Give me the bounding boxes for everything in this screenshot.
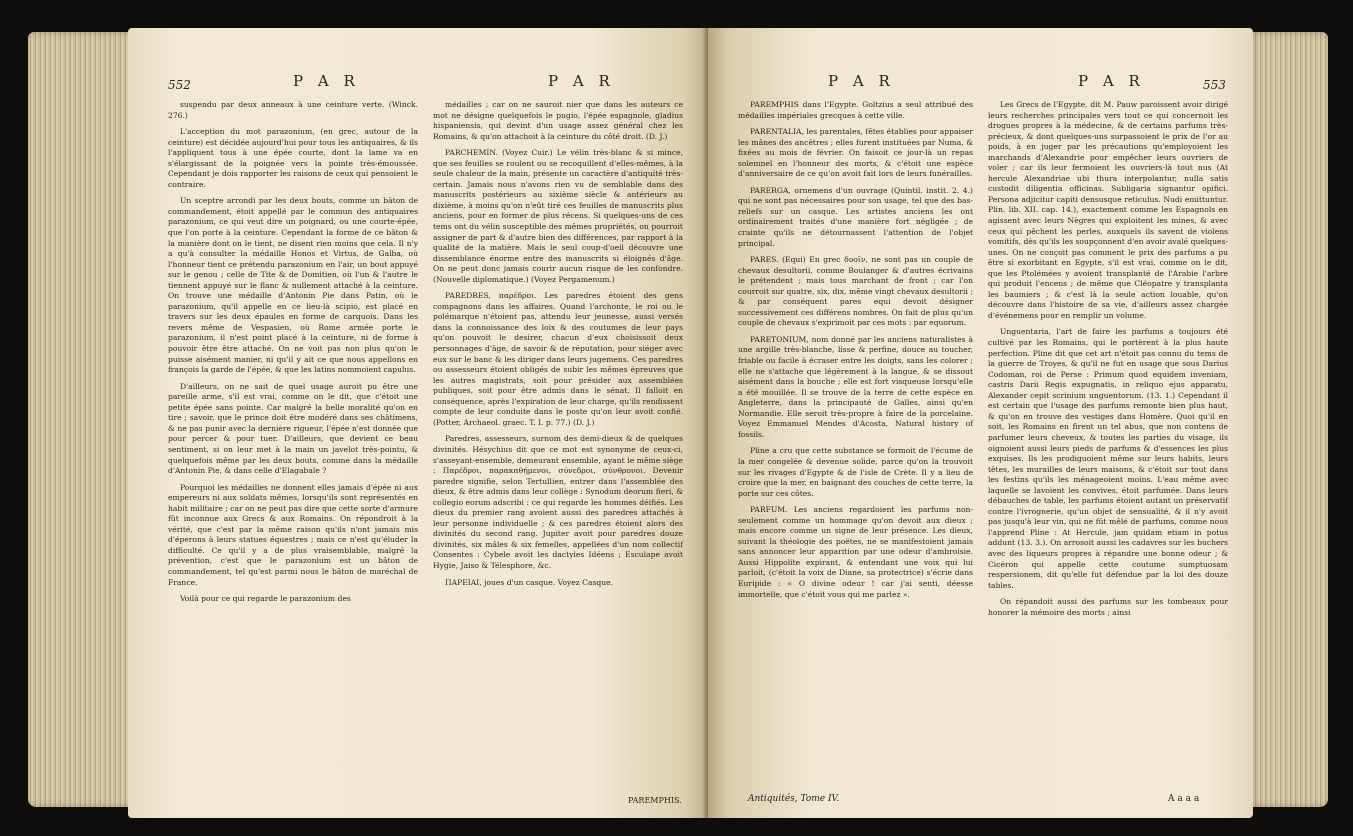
right-page [708, 28, 1253, 818]
paragraph: Pourquoi les médailles ne donnent elles jamais d'épée ni aux empereurs ni aux soldats mêmes, lorsqu'ils sont représentés en habit militaire ; car on ne peut pas dire que cette sorte d'armure fût inconnue aux Grecs & aux Romains. On répondroit à la vérité, que c'est par la même raison qu'ils n'ont jamais mis d'éperons à leurs statues équestres ; mais ce n'est qu'éluder la difficulté. Ce qu'il y a de plus vraisemblable, malgré la prévention, c'est que le parazonium est un bâton de commandement, tel qu'est parmi nous le bâton de maréchal de France. [168, 482, 418, 587]
running-head-left-col2: P A R [548, 72, 615, 90]
signature-title: Antiquités, Tome IV. [748, 794, 840, 804]
right-page-column-1 [738, 100, 973, 606]
paragraph: ΠΑΡΕΙΑΙ, joues d'un casque. Voyez Casque. [445, 577, 614, 587]
paragraph: PARCHEMIN. (Voyez Cuir.) Le vélin très-blanc & si mince, que ses feuilles se roulent ou se recoquillent d'elles-mêmes, à la seule chaleur de la main, présente un caractère d'antiquité très-certain. Jamais nous n'avons rien vu de semblable dans des manuscrits postérieurs au sixième siècle & antérieurs au dixième, à moins qu'on n'eût tiré ces feuilles de manuscrits plus anciens, pour en former de plus récens. Si quelques-uns de ces tems ont du vélin susceptible des mêmes propriétés, on pourroit assigner de part & d'autre bien des différences, par rapport à la qualité de la matière. Mais le seul coup-d'oeil découvre une dissemblance énorme entre des manuscrits si éloignés d'âge. On ne peut donc jamais courir aucun risque de les confondre. (Nouvelle diplomatique.) (Voyez Pergamenum.) [433, 148, 683, 284]
running-head-right-col1: P A R [828, 72, 895, 90]
paragraph: D'ailleurs, on ne sait de quel usage auroit pu être une pareille arme, s'il est vrai, comme on le dit, que c'étoit une petite épée sans pointe. Car malgré la belle moralité qu'on en tire ; savoir, que le prince doit être modéré dans ses châtimens, & ne pas punir avec la dernière rigueur, l'épée n'est donnée que pour percer & pour tuer. D'ailleurs, que devient ce beau sentiment, si on leur met à la main un javelot très-pointu, & quelquefois même par les deux bouts, comme dans la médaille d'Antonin Pie, & dans celle d'Elagabale ? [168, 381, 418, 476]
paragraph: PARFUM. Les anciens regardoient les parfums non-seulement comme un hommage qu'on devoit aux dieux ; mais encore comme un signe de leur présence. Les dieux, suivant la théologie des poëtes, ne se manifestoient jamais sans annoncer leur apparition par une odeur d'ambroisie. Aussi Hippolite expirant, & entendant une voix qui lui parloit, (c'étoit la voix de Diane, sa protectrice) s'écrie dans Euripide : « O divine odeur ! car j'ai senti, déesse immortelle, que c'étoit vous qui me parlez ». [738, 505, 973, 599]
paragraph: Unguentaria, l'art de faire les parfums a toujours été cultivé par les Romains, qui le portèrent à la plus haute perfection. Pline dit que cet art n'étoit pas connu du tems de la guerre de Troyes, & qu'il ne fut en usage que sous Darius Codoman, roi de Perse : Primum quod equidem inveniam, castris Darii Regis expugnatis, in reliquo ejus apparatu, Alexander cepit scrinium unguentorum. (13. 1.) Cependant il est certain que l'usage des parfums remonte bien plus haut, & qu'on en trouve des vestiges dans Homère. Quoi qu'il en soit, les Romains en firent un tel abus, que non contens de parfumer leurs cheveux, & toutes les parties du visage, ils oignoient aussi leurs pieds de parfums & d'essences les plus exquises. Ils les prodiguoient même sur leurs habits, leurs têtes, les murailles de leurs maisons, & c'étoit sur tout dans les festins qu'ils les ménageoient moins. L'eau même avec laquelle se lavoient les convives, étoit parfumée. Dans leurs débauches de table, les parfums étoient autant un préservatif contre l'ivrognerie, qu'un objet de sensualité, & il n'y avoit pas jusqu'à leur vin, qui ne fût mêlé de parfums, comme nous l'apprend Pline : At Hercule, jam quidam etiam in potus addunt (13. 3.). On arrosoit aussi les cadavres sur les buchers avec des liqueurs propres à répandre une bonne odeur ; & Cicéron qui appelle cette coutume sumptuosam respersionem, dit qu'elle fut défendue par la loi des douze tables. [988, 327, 1228, 590]
page-number-right: 553 [1203, 78, 1226, 92]
page-edges-left [28, 32, 138, 807]
open-book [28, 10, 1328, 830]
paragraph: Voilà pour ce qui regarde le parazonium des [180, 594, 351, 604]
right-page-column-2 [988, 100, 1228, 624]
paragraph: Les Grecs de l'Egypte, dit M. Pauw paroissent avoir dirigé leurs recherches principales vers tout ce qui concernoit les drogues propres à la médecine, & de certains parfums très-précieux, & dont quelques-uns surpassoient le prix de l'or au poids, à en juger par les précautions qu'employoient les marchands d'Alexandrie pour empêcher leurs ouvriers de voler ; car ils leur fermoient les ouvriers-là tout nus (At hercule Alexandriae ubi thura interpolantur, nulla satis custodit diligentia officinas. Subligaria signantur opifici. Persona adjicitur capiti densusque reticulus. Nudi emittuntur. Plin. lib. XII. cap. 14.), exactement comme les Espagnols en agissent avec leurs Nègres qui exploitent les mines, & avec ceux qui pêchent les perles, auxquels ils savent de violens vomitifs, dès qu'ils les soupçonnent d'en avoir avalé quelques-unes. On ne conçoit pas comment le prix des parfums a pu être si exorbitant en Egypte, s'il est vrai, comme on le dit, que les Ptolémées y avoient transplanté de l'Arabie l'arbre qui produit l'encens ; de même que Cléopatre y transplanta les baumiers ; & c'est là la seule action louable, qu'on découvre dans l'histoire de sa vie, d'ailleurs assez chargée d'événemens pour en remplir un volume. [988, 100, 1228, 320]
paragraph: PARERGA, ornemens d'un ouvrage (Quintil. instit. 2. 4.) qui ne sont pas nécessaires pour son usage, tel que des bas-reliefs sur un casque. Les artistes anciens les ont ordinairement traités d'une manière fort négligée ; de crainte qu'ils ne détournassent l'attention de l'objet principal. [738, 185, 973, 248]
paragraph: Un sceptre arrondi par les deux bouts, comme un bâton de commandement, étoit appellé par le commun des antiquaires parazonium, ce qui veut dire un poignard, ou une courte-épée, que l'on porte à la ceinture. Cependant la forme de ce bâton & la manière dont on le tient, ne disent rien moins que cela. Il n'y a qu'à consulter la médaille Honos et Virtus, de Galba, où l'honneur tient ce prétendu parazonium en l'air, un bout appuyé sur le genou ; celle de Tite & de Domitien, où l'un & l'autre le tiennent appuyé sur le flanc & nullement attaché à la ceinture. On trouve une médaille d'Antonin Pie dans Patin, où le parazonium, qu'il appelle en ce lieu-là scipio, est placé en travers sur les deux épaules en forme de carquois. Dans les revers même de Vespasien, où Rome armée porte le parazonium, il n'est point placé à la ceinture, ni de forme à pouvoir être être attaché. On ne voit pas non plus qu'on le puisse aisément manier, ni qu'il y ait ce que nous appellons en françois la garde de l'épée, & que les latins nommoient capulus. [168, 196, 418, 375]
paragraph: L'acception du mot parazonium, (en grec, autour de la ceinture) est décidée aujourd'hui pour tous les antiquaires, & ils l'appliquent tous à une épée courte, dont la lame va en s'élargissant de la poignée vers la pointe très-émoussée. Cependant je dois rapporter les raisons de ceux qui pensoient le contraire. [168, 127, 418, 189]
signature-mark: A a a a [1168, 794, 1200, 804]
catchword: PAREMPHIS. [628, 796, 682, 805]
running-head-left-col1: P A R [293, 72, 360, 90]
left-page-column-1 [168, 100, 418, 611]
left-page [128, 28, 708, 818]
paragraph: PAREMPHIS dans l'Egypte. Goltzius a seul attribué des médailles impériales grecques à cette ville. [738, 100, 973, 120]
paragraph: Pline a cru que cette substance se formoit de l'écume de la mer congelée & devenue solide, parce qu'on la trouvoit sur les rivages d'Egypte & de l'isle de Crète. Il y a lieu de croire que la mer, en baignant des couches de cette terre, la porte sur ces côtes. [738, 446, 973, 498]
paragraph: On répandoit aussi des parfums sur les tombeaux pour honorer la mémoire des morts ; ainsi [988, 597, 1228, 617]
paragraph: PARES. (Equi) En grec δυοῖν, ne sont pas un couple de chevaux desultorii, comme Boulanger & d'autres écrivains le prétendent ; mais tous marchant de front ; car l'on courroit sur quatre, six, dix, même vingt chevaux desultorii ; & par conséquent pares equi devoit désigner successivement ces différens nombres. On fait de plus qu'un couple de chevaux s'exprimoit par ces mots : par equorum. [738, 255, 973, 328]
paragraph: PARETONIUM, nom donné par les anciens naturalistes à une argille très-blanche, lisse & perfine, douce au toucher, friable ou facile à écraser entre les doigts, sans les colorer ; elle ne s'attache que légèrement à la langue, & se dissout aisément dans la bouche ; elle est fort visqueuse lorsqu'elle a été mouillée. Il se trouve de la terre de cette espèce en Angleterre, dans la principauté de Galles, ainsi qu'en Normandie. Elle seroit très-propre à faire de la porcelaine. Voyez Emmanuel Mendes d'Acosta, Natural history of fossils. [738, 334, 973, 439]
running-head-right-col2: P A R [1078, 72, 1145, 90]
page-edges-right [1248, 32, 1328, 807]
paragraph: suspendu par deux anneaux à une ceinture verte. (Winck. 276.) [168, 100, 418, 120]
left-page-column-2 [433, 100, 683, 594]
paragraph: Paredres, assesseurs, surnom des demi-dieux & de quelques divinités. Hésychius dit que ce mot est synonyme de ceux-ci, s'asseyant-ensemble, demeurant ensemble, ayant le même siège : Παρέδροι, παρακαθήμενοι, σύνεδροι, σύνθρονοι. Devenir paredre signifie, selon Tertullien, entrer dans l'assemblée des dieux, & être admis dans leur collège : Synodum deorum fieri, & collegio eorum adscribi : ce qui regarde les hommes déifiés. Les dieux du premier rang avoient aussi des paredres attachés à leur personne individuelle ; & ces paredres étoient alors des divinités du second rang. Jupiter avoit pour paredres douze divinités, six mâles & six femelles, appellées d'un nom collectif Consentes : Cybele avoit les dactyles Idéens ; Esculape avoit Hygie, Jaiso & Télesphore, &c. [433, 434, 683, 570]
paragraph: PAREDRES, παρέδροι. Les paredres étoient des gens compagnons dans les affaires. Quand l'archonte, le roi ou le polémarque n'étoient pas, attendu leur jeunesse, aussi versés dans la connoissance des loix & des coutumes de leur pays qu'on pouvoit le desirer, chacun d'eux choisissoit deux personnages d'âge, de savoir & de réputation, pour siéger avec eux sur le banc & les diriger dans leurs jugemens. Ces paredres ou assesseurs étoient obligés de subir les mêmes épreuves que les autres magistrats, soit pour présider aux assemblées publiques, soit pour être admis dans le sénat. Il falloit en conséquence, après l'expiration de leur charge, qu'ils rendissent compte de leur conduite dans le poste qu'on leur avoit confié. (Potter, Archaeol. graec. T. I. p. 77.) (D. J.) [433, 291, 683, 427]
paragraph: médailles ; car on ne sauroit nier que dans les auteurs ce mot ne désigne quelquefois le pugio, l'épée espagnole, gladius hispaniensis, qui devint d'un usage assez général chez les Romains, & qu'on attachoit à la ceinture du côté droit. (D. J.) [433, 100, 683, 141]
paragraph: PARENTALIA, les parentales, fêtes établies pour appaiser les mânes des ancêtres ; elles furent instituées par Numa, & fixées au mois de février. On faisoit ce jour-là un repas solemnel en l'honneur des morts, & c'étoit une espèce d'anniversaire de ce qu'on avoit fait lors de leurs funérailles. [738, 127, 973, 179]
page-number-left: 552 [168, 78, 191, 92]
